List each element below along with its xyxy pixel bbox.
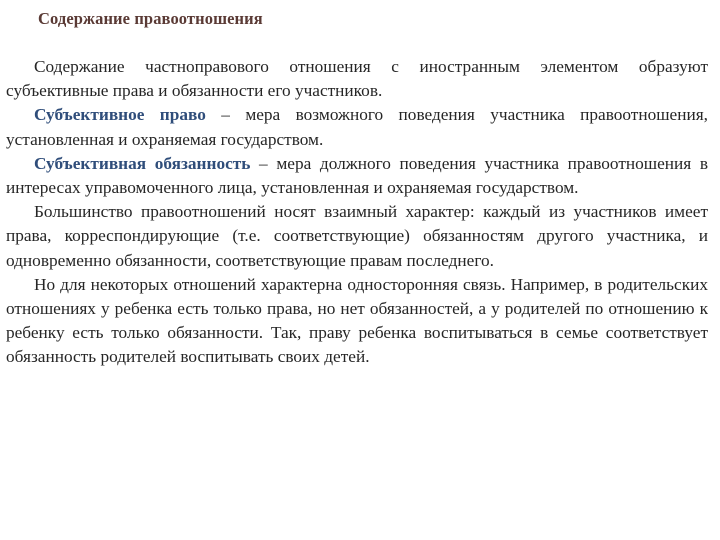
- term-subjective-right: Субъективное право: [34, 105, 206, 125]
- paragraph-subjective-duty: [6, 152, 708, 200]
- definition-subjective-right: – мера возможного поведения участника правоотношения, установленная и охраняемая государством.: [6, 105, 708, 149]
- definition-subjective-duty: – мера должного поведения участника правоотношения в интересах управомоченного лица, установленная и охраняемая государством.: [6, 153, 708, 198]
- paragraph-one-sided-relations: Но для некоторых отношений характерна односторонняя связь. Например, в родительских отношениях у ребенка есть только права, но нет обязанностей, а у родителей по отношению к ребенку есть только обязанности. Так, праву ребенка воспитываться в семье соответствует обязанность родителей воспитывать своих детей.: [6, 274, 708, 367]
- paragraph-mutual-relations: Большинство правоотношений носят взаимный характер: каждый из участников имеет права, корреспондирующие (т.е. соответствующие) обязанностям другого участника, и одновременно обязанности, соответствующие правам последнего.: [6, 202, 708, 270]
- paragraph-content-definition: Содержание частноправового отношения с иностранным элементом образуют субъективные права и обязанности его участников.: [6, 57, 708, 101]
- slide-title: Содержание правоотношения: [38, 9, 263, 28]
- term-subjective-duty: Субъективная обязанность: [34, 153, 251, 173]
- paragraph-subjective-right: [6, 103, 708, 151]
- slide-body: [6, 55, 708, 370]
